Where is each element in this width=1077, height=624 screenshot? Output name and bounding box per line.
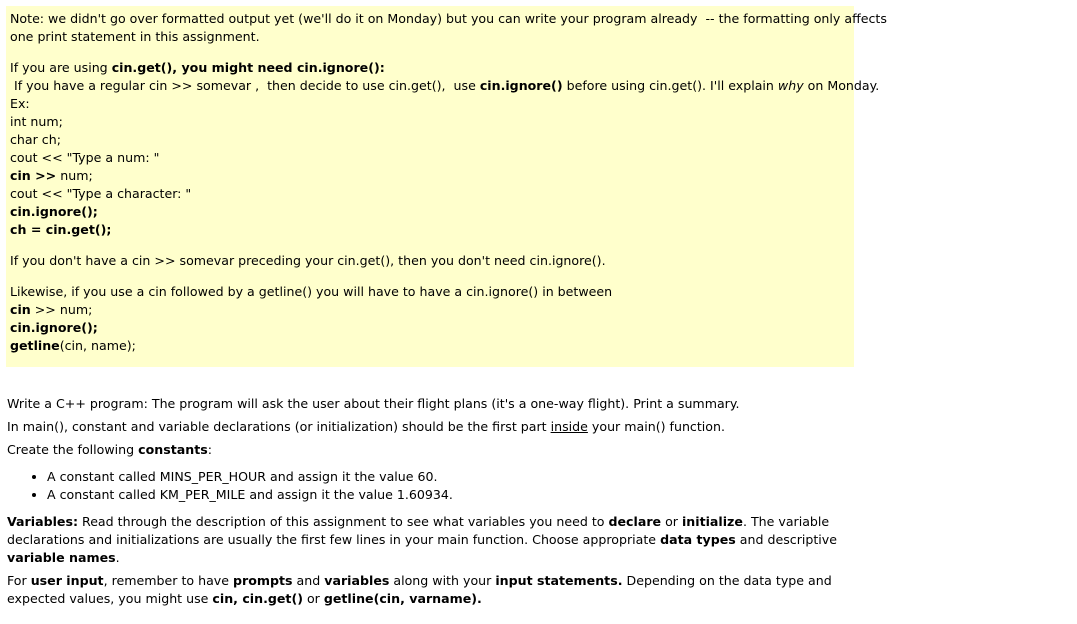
note-line-1: Note: we didn't go over formatted output yet (we'll do it on Monday) but you can write your program already -- the formatting only affects <box>10 11 887 26</box>
cinget-heading <box>10 59 850 77</box>
list-item: • A constant called KM_PER_MILE and assign it the value 1.60934. <box>47 486 857 504</box>
cinget-heading-bold: cin.get(), you might need cin.ignore(): <box>111 60 385 75</box>
note-box <box>6 6 887 367</box>
note-line-2: one print statement in this assignment. <box>10 29 260 44</box>
cinget-desc-e: on Monday. <box>803 78 880 93</box>
code-line: cin.ignore(); <box>10 320 98 335</box>
code-line: cin.ignore(); <box>10 204 98 219</box>
code-block-2 <box>10 301 850 355</box>
constants-list <box>7 468 857 504</box>
variables-paragraph: Variables: Read through the description of this assignment to see what variables you need to declare or initialize. The variable declarations and initializations are usually the first few lines in your main function. Choose appropriate data types and descriptive variable names. <box>7 514 838 565</box>
code-line: ch = cin.get(); <box>10 222 112 237</box>
code-line: int num; <box>10 114 63 129</box>
constants-heading: Create the following constants: <box>7 442 212 457</box>
assignment-body <box>7 395 857 613</box>
code-line: cout << "Type a num: " <box>10 150 160 165</box>
code-line: getline(cin, name); <box>10 338 136 353</box>
declaration-paragraph: In main(), constant and variable declarations (or initialization) should be the first part inside your main() function. <box>7 419 725 434</box>
cinget-desc-bold: cin.ignore() <box>479 78 563 93</box>
intro-paragraph: Write a C++ program: The program will ask the user about their flight plans (it's a one-way flight). Print a summary. <box>7 396 740 411</box>
no-cin-note: If you don't have a cin >> somevar preceding your cin.get(), then you don't need cin.ignore(). <box>10 253 606 268</box>
user-input-paragraph: For user input, remember to have prompts and variables along with your input statements. Depending on the data type and expected values, you might use cin, cin.get() or getline(cin, varname). <box>7 573 832 606</box>
cinget-desc-c: before using cin.get(). I'll explain <box>562 78 778 93</box>
example-label: Ex: <box>10 96 30 111</box>
cinget-description <box>10 77 880 95</box>
code-line: cin >> num; <box>10 302 93 317</box>
code-block-1 <box>10 113 850 239</box>
list-item: • A constant called MINS_PER_HOUR and assign it the value 60. <box>47 468 857 486</box>
code-line: cin >> num; <box>10 168 93 183</box>
code-line: cout << "Type a character: " <box>10 186 192 201</box>
cinget-desc-italic: why <box>777 78 804 93</box>
cinget-heading-text: If you are using <box>10 60 112 75</box>
code-line: char ch; <box>10 132 61 147</box>
cinget-desc-a: If you have a regular cin >> somevar , then decide to use cin.get(), use <box>10 78 480 93</box>
inside-underlined: inside <box>550 419 588 434</box>
getline-note: Likewise, if you use a cin followed by a getline() you will have to have a cin.ignore() in between <box>10 284 613 299</box>
